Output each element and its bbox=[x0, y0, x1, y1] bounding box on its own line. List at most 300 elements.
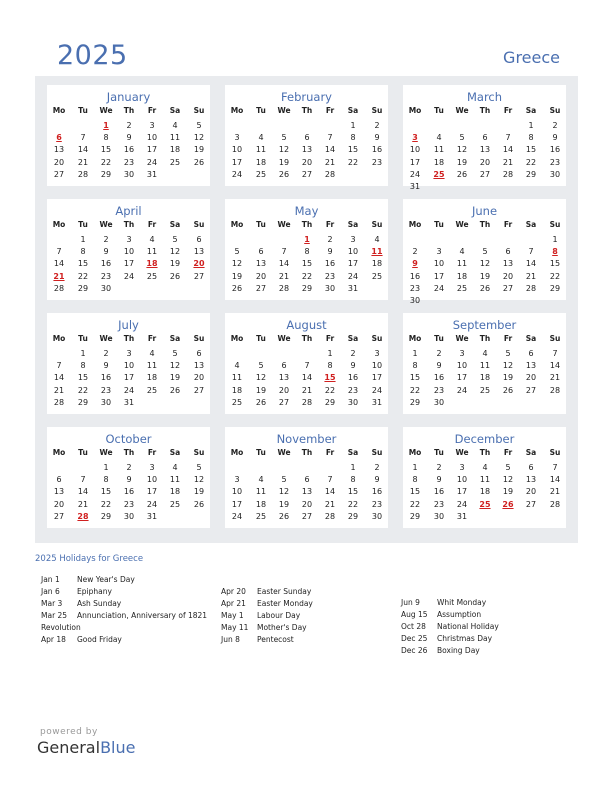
day-cell[interactable]: 9 bbox=[126, 133, 132, 143]
day-cell[interactable]: 16 bbox=[409, 271, 421, 281]
day-cell[interactable]: 23 bbox=[100, 385, 112, 395]
day-cell[interactable]: 13 bbox=[479, 145, 491, 155]
day-cell[interactable]: 12 bbox=[193, 133, 205, 143]
day-cell[interactable]: 24 bbox=[371, 385, 383, 395]
day-cell[interactable]: 19 bbox=[169, 373, 181, 383]
day-cell[interactable]: 13 bbox=[525, 361, 537, 371]
day-cell[interactable]: 21 bbox=[525, 271, 537, 281]
day-cell[interactable]: 1 bbox=[350, 463, 356, 472]
day-cell[interactable]: 29 bbox=[100, 511, 112, 521]
day-cell[interactable]: 19 bbox=[502, 373, 514, 383]
day-cell[interactable]: 10 bbox=[231, 487, 243, 497]
day-cell[interactable]: 28 bbox=[301, 397, 313, 407]
day-cell[interactable]: 24 bbox=[456, 385, 468, 395]
day-cell[interactable]: 8 bbox=[327, 361, 333, 371]
day-cell[interactable]: 2 bbox=[350, 349, 356, 358]
day-cell[interactable]: 21 bbox=[53, 385, 65, 395]
day-cell[interactable]: 9 bbox=[350, 361, 356, 371]
day-cell[interactable]: 10 bbox=[456, 361, 468, 371]
day-cell[interactable]: 19 bbox=[502, 487, 514, 497]
day-cell[interactable]: 22 bbox=[409, 499, 421, 509]
day-cell[interactable]: 13 bbox=[301, 487, 313, 497]
holiday-day-cell[interactable]: 26 bbox=[502, 499, 514, 509]
day-cell[interactable]: 22 bbox=[301, 271, 313, 281]
day-cell[interactable]: 1 bbox=[80, 349, 86, 358]
day-cell[interactable]: 2 bbox=[374, 121, 380, 130]
day-cell[interactable]: 16 bbox=[371, 487, 383, 497]
day-cell[interactable]: 6 bbox=[196, 235, 202, 244]
day-cell[interactable]: 20 bbox=[502, 271, 514, 281]
day-cell[interactable]: 25 bbox=[456, 283, 468, 293]
day-cell[interactable]: 16 bbox=[549, 145, 561, 155]
day-cell[interactable]: 7 bbox=[56, 247, 62, 257]
day-cell[interactable]: 19 bbox=[193, 487, 205, 497]
day-cell[interactable]: 13 bbox=[193, 361, 205, 371]
day-cell[interactable]: 18 bbox=[169, 145, 181, 155]
day-cell[interactable]: 30 bbox=[549, 169, 561, 179]
day-cell[interactable]: 28 bbox=[53, 397, 65, 407]
day-cell[interactable]: 20 bbox=[53, 157, 65, 167]
day-cell[interactable]: 13 bbox=[53, 145, 65, 155]
day-cell[interactable]: 17 bbox=[456, 373, 468, 383]
day-cell[interactable]: 8 bbox=[412, 361, 418, 371]
day-cell[interactable]: 1 bbox=[552, 235, 558, 244]
day-cell[interactable]: 5 bbox=[172, 235, 178, 244]
day-cell[interactable]: 15 bbox=[100, 487, 112, 497]
day-cell[interactable]: 18 bbox=[479, 373, 491, 383]
day-cell[interactable]: 15 bbox=[409, 373, 421, 383]
day-cell[interactable]: 29 bbox=[347, 511, 359, 521]
day-cell[interactable]: 2 bbox=[374, 463, 380, 472]
day-cell[interactable]: 19 bbox=[193, 145, 205, 155]
day-cell[interactable]: 11 bbox=[255, 487, 267, 497]
day-cell[interactable]: 7 bbox=[552, 463, 558, 472]
day-cell[interactable]: 4 bbox=[234, 361, 240, 371]
day-cell[interactable]: 31 bbox=[456, 511, 468, 521]
day-cell[interactable]: 28 bbox=[549, 499, 561, 509]
day-cell[interactable]: 29 bbox=[301, 283, 313, 293]
day-cell[interactable]: 11 bbox=[169, 133, 181, 143]
day-cell[interactable]: 28 bbox=[278, 283, 290, 293]
day-cell[interactable]: 11 bbox=[456, 259, 468, 269]
holiday-day-cell[interactable]: 11 bbox=[371, 247, 383, 257]
day-cell[interactable]: 11 bbox=[433, 145, 445, 155]
day-cell[interactable]: 13 bbox=[502, 259, 514, 269]
day-cell[interactable]: 2 bbox=[103, 349, 109, 358]
day-cell[interactable]: 1 bbox=[412, 349, 418, 358]
day-cell[interactable]: 14 bbox=[278, 259, 290, 269]
day-cell[interactable]: 3 bbox=[436, 247, 442, 257]
day-cell[interactable]: 5 bbox=[281, 133, 287, 143]
day-cell[interactable]: 30 bbox=[433, 397, 445, 407]
day-cell[interactable]: 7 bbox=[80, 133, 86, 143]
day-cell[interactable]: 23 bbox=[324, 271, 336, 281]
day-cell[interactable]: 17 bbox=[231, 157, 243, 167]
day-cell[interactable]: 5 bbox=[281, 475, 287, 485]
day-cell[interactable]: 9 bbox=[103, 247, 109, 257]
day-cell[interactable]: 18 bbox=[255, 157, 267, 167]
day-cell[interactable]: 3 bbox=[126, 235, 132, 244]
day-cell[interactable]: 17 bbox=[409, 157, 421, 167]
day-cell[interactable]: 14 bbox=[53, 259, 65, 269]
day-cell[interactable]: 19 bbox=[479, 271, 491, 281]
day-cell[interactable]: 28 bbox=[324, 511, 336, 521]
day-cell[interactable]: 5 bbox=[234, 247, 240, 257]
day-cell[interactable]: 24 bbox=[409, 169, 421, 179]
day-cell[interactable]: 5 bbox=[258, 361, 264, 371]
day-cell[interactable]: 26 bbox=[255, 397, 267, 407]
day-cell[interactable]: 2 bbox=[126, 121, 132, 130]
day-cell[interactable]: 25 bbox=[255, 169, 267, 179]
day-cell[interactable]: 20 bbox=[53, 499, 65, 509]
holiday-day-cell[interactable]: 25 bbox=[433, 169, 445, 179]
day-cell[interactable]: 17 bbox=[231, 499, 243, 509]
day-cell[interactable]: 27 bbox=[193, 385, 205, 395]
day-cell[interactable]: 29 bbox=[77, 397, 89, 407]
day-cell[interactable]: 14 bbox=[502, 145, 514, 155]
day-cell[interactable]: 12 bbox=[502, 475, 514, 485]
day-cell[interactable]: 4 bbox=[258, 475, 264, 485]
day-cell[interactable]: 18 bbox=[456, 271, 468, 281]
day-cell[interactable]: 19 bbox=[255, 385, 267, 395]
day-cell[interactable]: 10 bbox=[146, 475, 158, 485]
day-cell[interactable]: 25 bbox=[169, 499, 181, 509]
day-cell[interactable]: 11 bbox=[255, 145, 267, 155]
day-cell[interactable]: 2 bbox=[436, 463, 442, 472]
day-cell[interactable]: 13 bbox=[193, 247, 205, 257]
day-cell[interactable]: 22 bbox=[77, 271, 89, 281]
day-cell[interactable]: 20 bbox=[301, 499, 313, 509]
day-cell[interactable]: 7 bbox=[80, 475, 86, 485]
day-cell[interactable]: 3 bbox=[126, 349, 132, 358]
day-cell[interactable]: 4 bbox=[482, 349, 488, 358]
day-cell[interactable]: 24 bbox=[146, 499, 158, 509]
day-cell[interactable]: 30 bbox=[409, 296, 421, 305]
day-cell[interactable]: 19 bbox=[456, 157, 468, 167]
holiday-day-cell[interactable]: 18 bbox=[146, 259, 158, 269]
holiday-day-cell[interactable]: 1 bbox=[103, 121, 109, 130]
day-cell[interactable]: 23 bbox=[371, 157, 383, 167]
day-cell[interactable]: 21 bbox=[301, 385, 313, 395]
day-cell[interactable]: 31 bbox=[371, 397, 383, 407]
day-cell[interactable]: 20 bbox=[301, 157, 313, 167]
day-cell[interactable]: 14 bbox=[77, 145, 89, 155]
day-cell[interactable]: 22 bbox=[100, 157, 112, 167]
day-cell[interactable]: 17 bbox=[347, 259, 359, 269]
day-cell[interactable]: 5 bbox=[459, 133, 465, 143]
day-cell[interactable]: 8 bbox=[350, 475, 356, 485]
day-cell[interactable]: 9 bbox=[552, 133, 558, 143]
day-cell[interactable]: 26 bbox=[278, 511, 290, 521]
day-cell[interactable]: 4 bbox=[149, 235, 155, 244]
holiday-day-cell[interactable]: 1 bbox=[304, 235, 310, 244]
day-cell[interactable]: 25 bbox=[146, 385, 158, 395]
day-cell[interactable]: 27 bbox=[53, 169, 65, 179]
day-cell[interactable]: 1 bbox=[80, 235, 86, 244]
day-cell[interactable]: 22 bbox=[347, 157, 359, 167]
day-cell[interactable]: 4 bbox=[149, 349, 155, 358]
day-cell[interactable]: 18 bbox=[146, 373, 158, 383]
day-cell[interactable]: 9 bbox=[374, 133, 380, 143]
day-cell[interactable]: 13 bbox=[278, 373, 290, 383]
day-cell[interactable]: 30 bbox=[100, 397, 112, 407]
day-cell[interactable]: 5 bbox=[196, 121, 202, 130]
day-cell[interactable]: 30 bbox=[123, 169, 135, 179]
day-cell[interactable]: 17 bbox=[146, 487, 158, 497]
day-cell[interactable]: 1 bbox=[412, 463, 418, 472]
day-cell[interactable]: 21 bbox=[324, 499, 336, 509]
day-cell[interactable]: 29 bbox=[409, 511, 421, 521]
day-cell[interactable]: 26 bbox=[193, 499, 205, 509]
day-cell[interactable]: 6 bbox=[281, 361, 287, 371]
day-cell[interactable]: 4 bbox=[374, 235, 380, 244]
day-cell[interactable]: 11 bbox=[146, 247, 158, 257]
day-cell[interactable]: 24 bbox=[146, 157, 158, 167]
day-cell[interactable]: 25 bbox=[231, 397, 243, 407]
day-cell[interactable]: 9 bbox=[374, 475, 380, 485]
day-cell[interactable]: 12 bbox=[502, 361, 514, 371]
day-cell[interactable]: 28 bbox=[525, 283, 537, 293]
day-cell[interactable]: 10 bbox=[146, 133, 158, 143]
day-cell[interactable]: 20 bbox=[255, 271, 267, 281]
day-cell[interactable]: 27 bbox=[278, 397, 290, 407]
day-cell[interactable]: 23 bbox=[347, 385, 359, 395]
day-cell[interactable]: 12 bbox=[255, 373, 267, 383]
day-cell[interactable]: 10 bbox=[347, 247, 359, 257]
day-cell[interactable]: 8 bbox=[350, 133, 356, 143]
day-cell[interactable]: 29 bbox=[549, 283, 561, 293]
day-cell[interactable]: 16 bbox=[347, 373, 359, 383]
day-cell[interactable]: 1 bbox=[350, 121, 356, 130]
day-cell[interactable]: 25 bbox=[371, 271, 383, 281]
holiday-day-cell[interactable]: 6 bbox=[56, 133, 62, 143]
day-cell[interactable]: 27 bbox=[502, 283, 514, 293]
day-cell[interactable]: 3 bbox=[234, 133, 240, 143]
day-cell[interactable]: 10 bbox=[123, 247, 135, 257]
day-cell[interactable]: 19 bbox=[169, 259, 181, 269]
day-cell[interactable]: 27 bbox=[53, 511, 65, 521]
day-cell[interactable]: 2 bbox=[103, 235, 109, 244]
day-cell[interactable]: 15 bbox=[409, 487, 421, 497]
day-cell[interactable]: 23 bbox=[433, 385, 445, 395]
day-cell[interactable]: 3 bbox=[459, 349, 465, 358]
day-cell[interactable]: 27 bbox=[479, 169, 491, 179]
day-cell[interactable]: 7 bbox=[552, 349, 558, 358]
day-cell[interactable]: 6 bbox=[196, 349, 202, 358]
holiday-day-cell[interactable]: 9 bbox=[412, 259, 418, 269]
day-cell[interactable]: 14 bbox=[53, 373, 65, 383]
day-cell[interactable]: 8 bbox=[103, 475, 109, 485]
day-cell[interactable]: 1 bbox=[103, 463, 109, 472]
day-cell[interactable]: 21 bbox=[77, 499, 89, 509]
day-cell[interactable]: 4 bbox=[172, 463, 178, 472]
day-cell[interactable]: 4 bbox=[459, 247, 465, 257]
day-cell[interactable]: 18 bbox=[255, 499, 267, 509]
day-cell[interactable]: 25 bbox=[146, 271, 158, 281]
day-cell[interactable]: 16 bbox=[100, 373, 112, 383]
day-cell[interactable]: 28 bbox=[549, 385, 561, 395]
day-cell[interactable]: 12 bbox=[278, 145, 290, 155]
day-cell[interactable]: 12 bbox=[479, 259, 491, 269]
day-cell[interactable]: 3 bbox=[374, 349, 380, 358]
day-cell[interactable]: 11 bbox=[169, 475, 181, 485]
day-cell[interactable]: 7 bbox=[505, 133, 511, 143]
day-cell[interactable]: 15 bbox=[77, 373, 89, 383]
day-cell[interactable]: 8 bbox=[304, 247, 310, 257]
day-cell[interactable]: 9 bbox=[103, 361, 109, 371]
day-cell[interactable]: 30 bbox=[324, 283, 336, 293]
day-cell[interactable]: 28 bbox=[53, 283, 65, 293]
holiday-day-cell[interactable]: 21 bbox=[53, 271, 65, 281]
day-cell[interactable]: 15 bbox=[77, 259, 89, 269]
day-cell[interactable]: 26 bbox=[169, 385, 181, 395]
day-cell[interactable]: 22 bbox=[409, 385, 421, 395]
day-cell[interactable]: 8 bbox=[103, 133, 109, 143]
day-cell[interactable]: 15 bbox=[525, 145, 537, 155]
day-cell[interactable]: 5 bbox=[172, 349, 178, 358]
day-cell[interactable]: 2 bbox=[126, 463, 132, 472]
day-cell[interactable]: 27 bbox=[193, 271, 205, 281]
day-cell[interactable]: 13 bbox=[255, 259, 267, 269]
day-cell[interactable]: 15 bbox=[347, 145, 359, 155]
day-cell[interactable]: 19 bbox=[231, 271, 243, 281]
day-cell[interactable]: 26 bbox=[231, 283, 243, 293]
day-cell[interactable]: 8 bbox=[80, 361, 86, 371]
day-cell[interactable]: 31 bbox=[146, 169, 158, 179]
day-cell[interactable]: 16 bbox=[123, 487, 135, 497]
day-cell[interactable]: 5 bbox=[196, 463, 202, 472]
day-cell[interactable]: 20 bbox=[193, 373, 205, 383]
day-cell[interactable]: 14 bbox=[77, 487, 89, 497]
day-cell[interactable]: 22 bbox=[549, 271, 561, 281]
day-cell[interactable]: 22 bbox=[347, 499, 359, 509]
day-cell[interactable]: 12 bbox=[169, 247, 181, 257]
day-cell[interactable]: 16 bbox=[100, 259, 112, 269]
day-cell[interactable]: 18 bbox=[231, 385, 243, 395]
day-cell[interactable]: 17 bbox=[371, 373, 383, 383]
day-cell[interactable]: 6 bbox=[482, 133, 488, 143]
day-cell[interactable]: 26 bbox=[169, 271, 181, 281]
day-cell[interactable]: 10 bbox=[456, 475, 468, 485]
day-cell[interactable]: 10 bbox=[433, 259, 445, 269]
day-cell[interactable]: 27 bbox=[525, 499, 537, 509]
day-cell[interactable]: 18 bbox=[371, 259, 383, 269]
day-cell[interactable]: 4 bbox=[482, 463, 488, 472]
day-cell[interactable]: 22 bbox=[525, 157, 537, 167]
day-cell[interactable]: 26 bbox=[193, 157, 205, 167]
day-cell[interactable]: 20 bbox=[479, 157, 491, 167]
holiday-day-cell[interactable]: 3 bbox=[412, 133, 418, 143]
day-cell[interactable]: 13 bbox=[53, 487, 65, 497]
day-cell[interactable]: 7 bbox=[327, 133, 333, 143]
day-cell[interactable]: 12 bbox=[193, 475, 205, 485]
day-cell[interactable]: 25 bbox=[479, 385, 491, 395]
day-cell[interactable]: 30 bbox=[371, 511, 383, 521]
day-cell[interactable]: 19 bbox=[278, 499, 290, 509]
day-cell[interactable]: 3 bbox=[234, 475, 240, 485]
day-cell[interactable]: 28 bbox=[324, 169, 336, 179]
day-cell[interactable]: 13 bbox=[525, 475, 537, 485]
day-cell[interactable]: 16 bbox=[123, 145, 135, 155]
day-cell[interactable]: 23 bbox=[409, 283, 421, 293]
day-cell[interactable]: 14 bbox=[324, 145, 336, 155]
day-cell[interactable]: 24 bbox=[123, 271, 135, 281]
day-cell[interactable]: 14 bbox=[525, 259, 537, 269]
day-cell[interactable]: 23 bbox=[433, 499, 445, 509]
day-cell[interactable]: 25 bbox=[255, 511, 267, 521]
generalblue-logo[interactable] bbox=[37, 738, 135, 757]
day-cell[interactable]: 29 bbox=[409, 397, 421, 407]
day-cell[interactable]: 22 bbox=[77, 385, 89, 395]
day-cell[interactable]: 15 bbox=[549, 259, 561, 269]
day-cell[interactable]: 11 bbox=[479, 475, 491, 485]
holiday-day-cell[interactable]: 15 bbox=[324, 373, 336, 383]
day-cell[interactable]: 16 bbox=[433, 373, 445, 383]
day-cell[interactable]: 22 bbox=[324, 385, 336, 395]
day-cell[interactable]: 8 bbox=[412, 475, 418, 485]
day-cell[interactable]: 27 bbox=[301, 169, 313, 179]
day-cell[interactable]: 1 bbox=[327, 349, 333, 358]
day-cell[interactable]: 6 bbox=[505, 247, 511, 257]
day-cell[interactable]: 24 bbox=[456, 499, 468, 509]
day-cell[interactable]: 20 bbox=[525, 487, 537, 497]
day-cell[interactable]: 29 bbox=[100, 169, 112, 179]
day-cell[interactable]: 27 bbox=[525, 385, 537, 395]
day-cell[interactable]: 2 bbox=[436, 349, 442, 358]
day-cell[interactable]: 16 bbox=[324, 259, 336, 269]
day-cell[interactable]: 23 bbox=[123, 499, 135, 509]
day-cell[interactable]: 28 bbox=[77, 169, 89, 179]
day-cell[interactable]: 17 bbox=[433, 271, 445, 281]
day-cell[interactable]: 24 bbox=[231, 511, 243, 521]
day-cell[interactable]: 2 bbox=[552, 121, 558, 130]
day-cell[interactable]: 10 bbox=[231, 145, 243, 155]
holiday-day-cell[interactable]: 20 bbox=[193, 259, 205, 269]
day-cell[interactable]: 10 bbox=[371, 361, 383, 371]
day-cell[interactable]: 10 bbox=[409, 145, 421, 155]
day-cell[interactable]: 24 bbox=[231, 169, 243, 179]
day-cell[interactable]: 11 bbox=[479, 361, 491, 371]
day-cell[interactable]: 11 bbox=[231, 373, 243, 383]
day-cell[interactable]: 16 bbox=[371, 145, 383, 155]
day-cell[interactable]: 16 bbox=[433, 487, 445, 497]
holiday-day-cell[interactable]: 25 bbox=[479, 499, 491, 509]
day-cell[interactable]: 3 bbox=[149, 463, 155, 472]
day-cell[interactable]: 26 bbox=[479, 283, 491, 293]
day-cell[interactable]: 12 bbox=[169, 361, 181, 371]
day-cell[interactable]: 21 bbox=[549, 487, 561, 497]
day-cell[interactable]: 30 bbox=[433, 511, 445, 521]
day-cell[interactable]: 21 bbox=[324, 157, 336, 167]
day-cell[interactable]: 6 bbox=[258, 247, 264, 257]
day-cell[interactable]: 9 bbox=[327, 247, 333, 257]
holiday-day-cell[interactable]: 28 bbox=[77, 511, 89, 521]
day-cell[interactable]: 14 bbox=[549, 475, 561, 485]
day-cell[interactable]: 21 bbox=[77, 157, 89, 167]
day-cell[interactable]: 6 bbox=[304, 133, 310, 143]
day-cell[interactable]: 15 bbox=[301, 259, 313, 269]
holiday-day-cell[interactable]: 8 bbox=[552, 247, 558, 257]
day-cell[interactable]: 4 bbox=[172, 121, 178, 130]
day-cell[interactable]: 14 bbox=[324, 487, 336, 497]
day-cell[interactable]: 12 bbox=[231, 259, 243, 269]
day-cell[interactable]: 24 bbox=[123, 385, 135, 395]
day-cell[interactable]: 10 bbox=[123, 361, 135, 371]
day-cell[interactable]: 22 bbox=[100, 499, 112, 509]
day-cell[interactable]: 15 bbox=[100, 145, 112, 155]
day-cell[interactable]: 21 bbox=[549, 373, 561, 383]
day-cell[interactable]: 14 bbox=[301, 373, 313, 383]
